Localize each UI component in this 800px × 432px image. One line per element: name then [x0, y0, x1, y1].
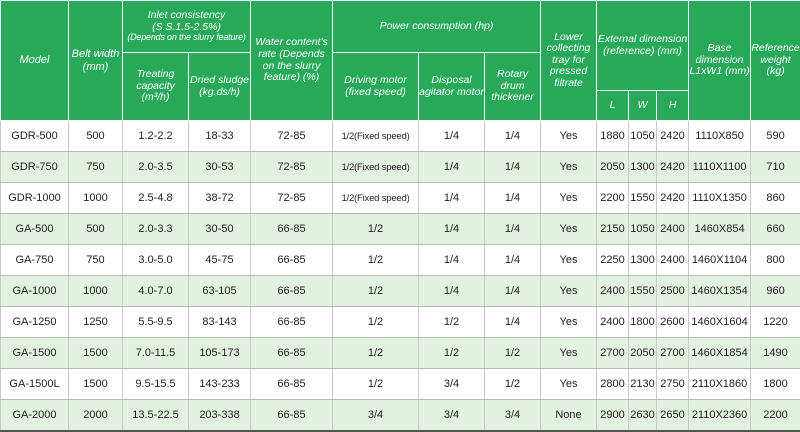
cell-dim-l: 2250 [597, 245, 629, 276]
header-water-content: Water content's rate (Depends on the slurry feature) (%) [251, 1, 333, 121]
cell-driving-motor: 1/2 [333, 276, 419, 307]
cell-dried-sludge: 143-233 [189, 369, 251, 400]
cell-dim-l: 2400 [597, 276, 629, 307]
cell-reference-weight: 710 [751, 152, 800, 183]
cell-collecting-tray: None [541, 400, 597, 432]
cell-water-content: 72-85 [251, 121, 333, 152]
cell-model: GDR-1000 [1, 183, 69, 214]
header-inlet-range: (S.S.1.5-2.5%) [123, 22, 250, 34]
cell-base-dimension: 1110X1100 [689, 152, 751, 183]
cell-reference-weight: 590 [751, 121, 800, 152]
table-row [1, 338, 800, 369]
cell-collecting-tray: Yes [541, 245, 597, 276]
cell-dim-w: 1550 [629, 183, 657, 214]
header-reference-weight: Reference weight (kg) [751, 1, 800, 121]
cell-disposal-motor: 1/4 [419, 245, 485, 276]
table-row [1, 400, 800, 432]
cell-dim-l: 2050 [597, 152, 629, 183]
header-base-dimension: Base dimension L1xW1 (mm) [689, 1, 751, 121]
cell-dim-h: 2420 [657, 121, 689, 152]
cell-model: GA-750 [1, 245, 69, 276]
cell-treating-capacity: 5.5-9.5 [123, 307, 189, 338]
header-external-dimension: External dimension (reference) (mm) [597, 1, 689, 91]
cell-rotary-drum: 1/4 [485, 121, 541, 152]
table-row [1, 152, 800, 183]
cell-driving-motor: 1/2(Fixed speed) [333, 152, 419, 183]
cell-collecting-tray: Yes [541, 183, 597, 214]
cell-disposal-motor: 1/4 [419, 183, 485, 214]
cell-dim-w: 2630 [629, 400, 657, 432]
cell-disposal-motor: 1/2 [419, 338, 485, 369]
cell-dim-w: 1800 [629, 307, 657, 338]
cell-reference-weight: 1220 [751, 307, 800, 338]
cell-dried-sludge: 105-173 [189, 338, 251, 369]
cell-dried-sludge: 30-50 [189, 214, 251, 245]
cell-driving-motor: 1/2 [333, 369, 419, 400]
cell-collecting-tray: Yes [541, 152, 597, 183]
cell-disposal-motor: 3/4 [419, 400, 485, 432]
cell-collecting-tray: Yes [541, 369, 597, 400]
cell-disposal-motor: 1/4 [419, 121, 485, 152]
cell-water-content: 66-85 [251, 276, 333, 307]
cell-rotary-drum: 1/4 [485, 214, 541, 245]
cell-dim-l: 1880 [597, 121, 629, 152]
cell-dim-l: 2400 [597, 307, 629, 338]
table-row [1, 369, 800, 400]
cell-belt-width: 750 [69, 245, 123, 276]
cell-treating-capacity: 2.0-3.3 [123, 214, 189, 245]
cell-dried-sludge: 18-33 [189, 121, 251, 152]
cell-rotary-drum: 1/4 [485, 307, 541, 338]
cell-treating-capacity: 2.0-3.5 [123, 152, 189, 183]
cell-dim-h: 2420 [657, 152, 689, 183]
cell-belt-width: 2000 [69, 400, 123, 432]
cell-dim-h: 2700 [657, 338, 689, 369]
cell-model: GA-500 [1, 214, 69, 245]
table-row [1, 307, 800, 338]
cell-rotary-drum: 1/4 [485, 245, 541, 276]
cell-model: GA-1000 [1, 276, 69, 307]
cell-rotary-drum: 1/4 [485, 152, 541, 183]
header-power-consumption: Power consumption (hp) [333, 1, 541, 53]
cell-dim-h: 2500 [657, 276, 689, 307]
cell-treating-capacity: 7.0-11.5 [123, 338, 189, 369]
cell-dim-h: 2600 [657, 307, 689, 338]
table-row [1, 245, 800, 276]
cell-base-dimension: 2110X1860 [689, 369, 751, 400]
header-dim-l: L [597, 91, 629, 121]
cell-model: GDR-500 [1, 121, 69, 152]
header-driving-motor: Driving motor (fixed speed) [333, 53, 419, 121]
cell-treating-capacity: 13.5-22.5 [123, 400, 189, 432]
cell-disposal-motor: 1/4 [419, 214, 485, 245]
header-disposal-motor: Disposal agitator motor [419, 53, 485, 121]
cell-rotary-drum: 1/2 [485, 369, 541, 400]
cell-base-dimension: 1110X1350 [689, 183, 751, 214]
cell-rotary-drum: 3/4 [485, 400, 541, 432]
cell-disposal-motor: 1/4 [419, 276, 485, 307]
cell-dim-l: 2700 [597, 338, 629, 369]
cell-water-content: 72-85 [251, 183, 333, 214]
cell-water-content: 72-85 [251, 152, 333, 183]
table-row [1, 183, 800, 214]
cell-belt-width: 1000 [69, 276, 123, 307]
cell-disposal-motor: 3/4 [419, 369, 485, 400]
cell-base-dimension: 1460X1854 [689, 338, 751, 369]
cell-dim-l: 2900 [597, 400, 629, 432]
cell-dim-w: 1300 [629, 152, 657, 183]
cell-dim-w: 2050 [629, 338, 657, 369]
cell-treating-capacity: 9.5-15.5 [123, 369, 189, 400]
cell-dried-sludge: 30-53 [189, 152, 251, 183]
header-model: Model [1, 1, 69, 121]
cell-disposal-motor: 1/4 [419, 152, 485, 183]
cell-dried-sludge: 45-75 [189, 245, 251, 276]
cell-reference-weight: 1800 [751, 369, 800, 400]
cell-model: GA-1500L [1, 369, 69, 400]
cell-water-content: 66-85 [251, 338, 333, 369]
cell-dim-h: 2400 [657, 214, 689, 245]
cell-dim-w: 2130 [629, 369, 657, 400]
header-treating-capacity: Treating capacity (m³/h) [123, 53, 189, 121]
cell-dim-l: 2200 [597, 183, 629, 214]
header-rotary-drum: Rotary drum thickener [485, 53, 541, 121]
cell-treating-capacity: 2.5-4.8 [123, 183, 189, 214]
header-dim-w: W [629, 91, 657, 121]
header-collecting-tray: Lower collecting tray for pressed filtrate [541, 1, 597, 121]
cell-dim-h: 2420 [657, 183, 689, 214]
cell-belt-width: 750 [69, 152, 123, 183]
cell-collecting-tray: Yes [541, 276, 597, 307]
cell-dim-h: 2750 [657, 369, 689, 400]
cell-base-dimension: 1460X1104 [689, 245, 751, 276]
table-row [1, 276, 800, 307]
cell-reference-weight: 960 [751, 276, 800, 307]
cell-dim-l: 2150 [597, 214, 629, 245]
cell-rotary-drum: 1/2 [485, 338, 541, 369]
cell-driving-motor: 1/2(Fixed speed) [333, 183, 419, 214]
cell-belt-width: 1000 [69, 183, 123, 214]
spec-table-body [1, 121, 800, 432]
table-row [1, 214, 800, 245]
cell-dried-sludge: 203-338 [189, 400, 251, 432]
cell-reference-weight: 860 [751, 183, 800, 214]
cell-dim-h: 2650 [657, 400, 689, 432]
table-row [1, 121, 800, 152]
cell-dried-sludge: 63-105 [189, 276, 251, 307]
cell-dim-w: 1550 [629, 276, 657, 307]
cell-base-dimension: 1460X1604 [689, 307, 751, 338]
cell-water-content: 66-85 [251, 307, 333, 338]
cell-water-content: 66-85 [251, 245, 333, 276]
cell-water-content: 66-85 [251, 369, 333, 400]
cell-collecting-tray: Yes [541, 338, 597, 369]
cell-water-content: 66-85 [251, 400, 333, 432]
cell-belt-width: 500 [69, 214, 123, 245]
cell-dim-h: 2400 [657, 245, 689, 276]
cell-driving-motor: 1/2 [333, 338, 419, 369]
cell-disposal-motor: 1/2 [419, 307, 485, 338]
cell-base-dimension: 1110X850 [689, 121, 751, 152]
cell-driving-motor: 1/2 [333, 245, 419, 276]
header-dim-h: H [657, 91, 689, 121]
cell-treating-capacity: 3.0-5.0 [123, 245, 189, 276]
cell-reference-weight: 660 [751, 214, 800, 245]
cell-belt-width: 1500 [69, 369, 123, 400]
cell-base-dimension: 1460X1354 [689, 276, 751, 307]
cell-collecting-tray: Yes [541, 307, 597, 338]
cell-treating-capacity: 4.0-7.0 [123, 276, 189, 307]
cell-base-dimension: 1460X854 [689, 214, 751, 245]
header-inlet-title: Inlet consistency [123, 10, 250, 22]
cell-belt-width: 1250 [69, 307, 123, 338]
cell-dried-sludge: 83-143 [189, 307, 251, 338]
cell-rotary-drum: 1/4 [485, 276, 541, 307]
cell-dim-w: 1050 [629, 121, 657, 152]
header-dried-sludge: Dried sludge (kg.ds/h) [189, 53, 251, 121]
cell-treating-capacity: 1.2-2.2 [123, 121, 189, 152]
cell-collecting-tray: Yes [541, 214, 597, 245]
cell-dim-l: 2800 [597, 369, 629, 400]
cell-base-dimension: 2110X2360 [689, 400, 751, 432]
cell-reference-weight: 1490 [751, 338, 800, 369]
cell-driving-motor: 1/2 [333, 214, 419, 245]
cell-dried-sludge: 38-72 [189, 183, 251, 214]
header-inlet-consistency [123, 1, 251, 53]
cell-reference-weight: 2200 [751, 400, 800, 432]
cell-rotary-drum: 1/4 [485, 183, 541, 214]
header-inlet-note: (Depends on the slurry feature) [123, 33, 250, 43]
cell-collecting-tray: Yes [541, 121, 597, 152]
cell-reference-weight: 800 [751, 245, 800, 276]
cell-model: GA-1250 [1, 307, 69, 338]
cell-dim-w: 1050 [629, 214, 657, 245]
cell-model: GDR-750 [1, 152, 69, 183]
cell-belt-width: 1500 [69, 338, 123, 369]
cell-model: GA-2000 [1, 400, 69, 432]
cell-dim-w: 1300 [629, 245, 657, 276]
cell-belt-width: 500 [69, 121, 123, 152]
cell-driving-motor: 1/2 [333, 307, 419, 338]
cell-water-content: 66-85 [251, 214, 333, 245]
cell-driving-motor: 3/4 [333, 400, 419, 432]
header-belt-width: Belt width (mm) [69, 1, 123, 121]
cell-driving-motor: 1/2(Fixed speed) [333, 121, 419, 152]
cell-model: GA-1500 [1, 338, 69, 369]
